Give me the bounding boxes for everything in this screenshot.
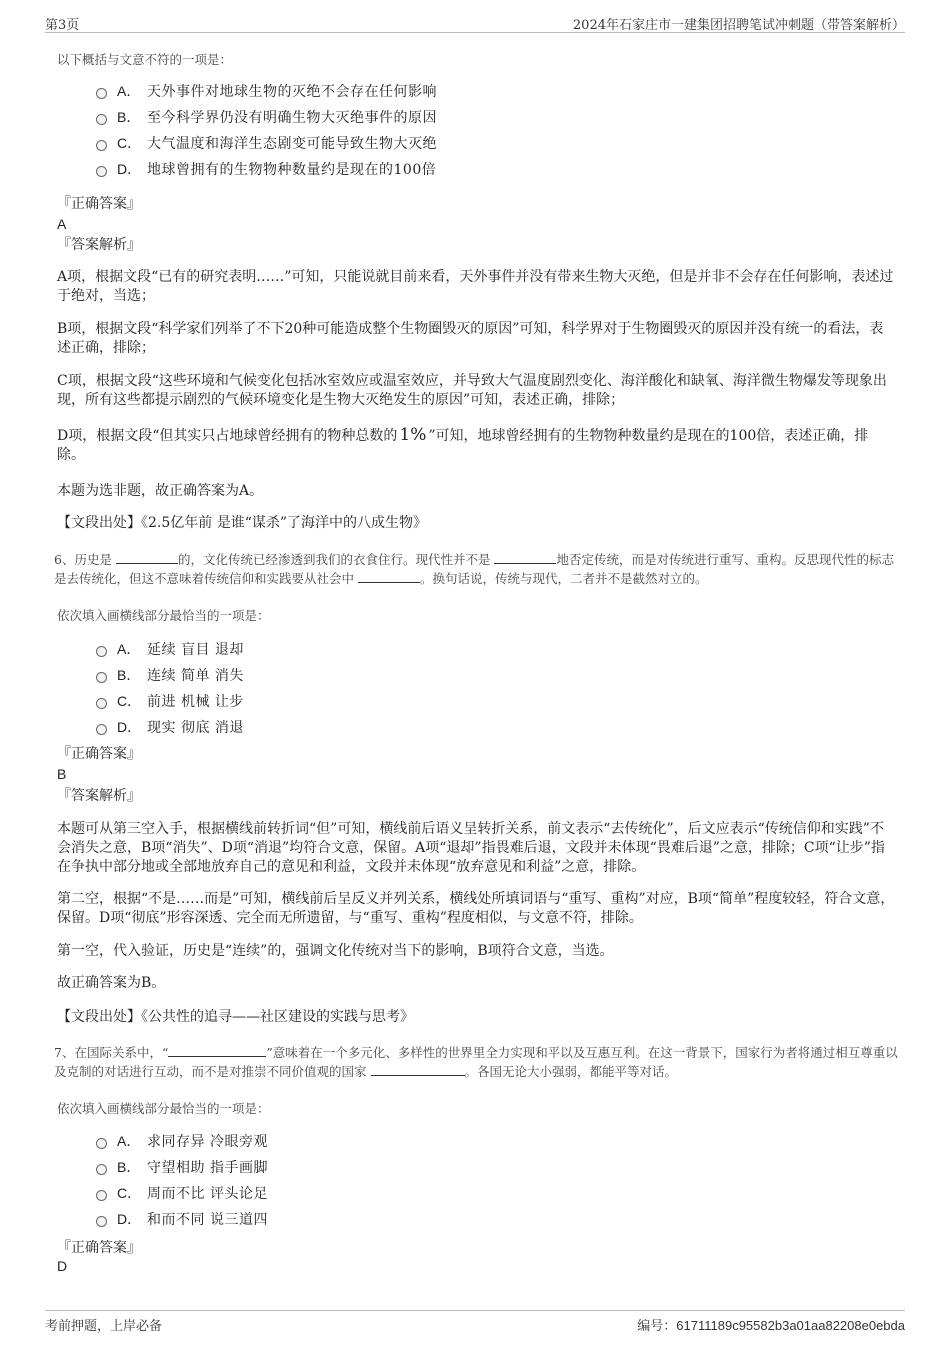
option-letter: D．: [117, 161, 142, 177]
q7-stem-part: 7、在国际关系中，“: [54, 1045, 169, 1060]
q5-analysis-paragraph-d: [57, 426, 895, 465]
option-letter: B．: [117, 109, 141, 125]
document-title: 2024年石家庄市一建集团招聘笔试冲刺题（带答案解析）: [572, 18, 905, 33]
option-text: 前进 机械 让步: [147, 694, 244, 710]
radio-icon[interactable]: [96, 1216, 107, 1227]
radio-icon[interactable]: [96, 698, 107, 709]
radio-icon[interactable]: [96, 1164, 107, 1175]
radio-icon[interactable]: [96, 166, 107, 177]
q6-stem-part: 地否定传统，而是对传统进行重写、重构。反思现代性的标志是去传统化，但这不意味着传统信仰和实践要从社会中: [54, 552, 894, 586]
blank-line[interactable]: [116, 551, 178, 564]
q5-analysis-paragraph: A项，根据文段“已有的研究表明……”可知，只能说就目前来看，天外事件并没有带来生物大灭绝，但是并非不会存在任何影响，表述过于绝对，当选；: [57, 269, 894, 304]
option-text: 现实 彻底 消退: [147, 720, 244, 736]
blank-line[interactable]: [358, 570, 420, 583]
q5-analysis-paragraph: C项，根据文段“这些环境和气候变化包括冰室效应或温室效应，并导致大气温度剧烈变化、海洋酸化和缺氧、海洋微生物爆发等现象出现，所有这些都提示剧烈的气候环境变化是生物大灭绝发生的原因”可知，表述正确，排除；: [57, 373, 887, 408]
option-text: 周而不比 评头论足: [147, 1186, 268, 1202]
q6-stem: [54, 550, 902, 588]
option-letter: D．: [117, 719, 142, 735]
q5-option-c[interactable]: [96, 132, 437, 154]
option-text: 守望相助 指手画脚: [147, 1160, 268, 1176]
q5-prompt: 以下概括与文意不符的一项是：: [57, 52, 233, 67]
q6-option-a[interactable]: [96, 638, 244, 660]
q7-prompt: 依次填入画横线部分最恰当的一项是：: [57, 1101, 270, 1116]
q6-stem-part: 的，文化传统已经渗透到我们的衣食住行。现代性并不是: [177, 552, 491, 567]
option-text: 天外事件对地球生物的灭绝不会存在任何影响: [147, 84, 437, 100]
radio-icon[interactable]: [96, 646, 107, 657]
option-letter: C．: [117, 1185, 142, 1201]
radio-icon[interactable]: [96, 88, 107, 99]
q7-answer-heading: 『正确答案』: [57, 1240, 141, 1256]
option-text: 至今科学界仍没有明确生物大灭绝事件的原因: [147, 110, 437, 126]
q7-option-d[interactable]: [96, 1208, 268, 1230]
q6-stem-part: 。换句话说，传统与现代，二者并不是截然对立的。: [420, 571, 708, 586]
q6-analysis-paragraph: 第一空，代入验证，历史是“连续”的，强调文化传统对当下的影响，B项符合文意，当选。: [57, 943, 614, 959]
radio-icon[interactable]: [96, 724, 107, 735]
q5-answer: A: [57, 216, 67, 232]
q7-option-b[interactable]: [96, 1156, 268, 1178]
q6-analysis-paragraph: 第二空，根据“不是……而是”可知，横线前后呈反义并列关系，横线处所填词语与“重写、重构”对应，B项“简单”程度较轻，符合文意，保留。D项“彻底”形容深透、完全而无所遗留，与“重写、重构”程度相似，与文意不符，排除。: [57, 891, 895, 926]
q6-option-b[interactable]: [96, 664, 244, 686]
q7-option-c[interactable]: [96, 1182, 268, 1204]
q6-source: 【文段出处】《公共性的追寻——社区建设的实践与思考》: [57, 1009, 414, 1025]
blank-line[interactable]: [168, 1044, 266, 1057]
option-letter: A．: [117, 1133, 141, 1149]
option-text: 求同存异 冷眼旁观: [147, 1134, 268, 1150]
document-serial: 编号：61711189c95582b3a01aa82208e0ebda: [637, 1318, 905, 1333]
q7-stem-part: 。各国无论大小强弱，都能平等对话。: [464, 1064, 678, 1079]
radio-icon[interactable]: [96, 1138, 107, 1149]
q5-analysis-heading: 『答案解析』: [57, 237, 141, 253]
q5-option-b[interactable]: [96, 106, 437, 128]
radio-icon[interactable]: [96, 672, 107, 683]
radio-icon[interactable]: [96, 114, 107, 125]
blank-line[interactable]: [371, 1063, 465, 1076]
q6-prompt: 依次填入画横线部分最恰当的一项是：: [57, 608, 270, 623]
option-letter: C．: [117, 693, 142, 709]
footer-slogan: 考前押题，上岸必备: [45, 1319, 163, 1334]
option-text: 地球曾拥有的生物物种数量约是现在的100倍: [147, 162, 437, 178]
option-letter: C．: [117, 135, 142, 151]
option-letter: B．: [117, 667, 141, 683]
q7-answer: D: [57, 1258, 68, 1274]
page-footer: [45, 1310, 905, 1336]
radio-icon[interactable]: [96, 1190, 107, 1201]
q6-answer-heading: 『正确答案』: [57, 746, 141, 762]
option-text: 大气温度和海洋生态剧变可能导致生物大灭绝: [147, 136, 437, 152]
option-text: 连续 简单 消失: [147, 668, 244, 684]
page-header: [45, 12, 905, 33]
q6-analysis-paragraph: 本题可从第三空入手，根据横线前转折词“但”可知，横线前后语义呈转折关系，前文表示“去传统化”，后文应表示“传统信仰和实践”不会消失之意，B项“消失”、D项“消退”均符合文意，保留。A项“退却”指畏难后退，文段并未体现“畏难后退”之意，排除；C项“让步”指在争执中部分地或全部地放弃自己的意见和利益，文段并未体现“放弃意见和利益”之意，排除。: [57, 821, 885, 875]
option-letter: D．: [117, 1211, 142, 1227]
option-text: 和而不同 说三道四: [147, 1212, 268, 1228]
q6-option-d[interactable]: [96, 716, 244, 738]
q7-stem: [54, 1043, 902, 1081]
q6-analysis-heading: 『答案解析』: [57, 788, 141, 804]
analysis-d-before: D项，根据文段“但其实只占地球曾经拥有的物种总数的: [57, 428, 398, 444]
q5-source: 【文段出处】《2.5亿年前 是谁“谋杀”了海洋中的八成生物》: [57, 515, 428, 531]
option-text: 延续 盲目 退却: [147, 642, 244, 658]
option-letter: A．: [117, 83, 141, 99]
q7-stem-part: ”意味着在一个多元化、多样性的世界里全力实现和平以及互惠互利。在这一背景下，国家行为者将通过相互尊重以及克制的对话进行互动，而不是对推崇不同价值观的国家: [54, 1045, 898, 1079]
q6-option-c[interactable]: [96, 690, 244, 712]
q5-conclusion: 本题为选非题，故正确答案为A。: [57, 483, 264, 499]
option-letter: B．: [117, 1159, 141, 1175]
q5-answer-heading: 『正确答案』: [57, 196, 141, 212]
page-number: 第3页: [45, 18, 80, 33]
q6-analysis-paragraph: 故正确答案为B。: [57, 975, 166, 991]
blank-line[interactable]: [494, 551, 556, 564]
q5-analysis-paragraph: B项，根据文段“科学家们列举了不下20种可能造成整个生物圈毁灭的原因”可知，科学界对于生物圈毁灭的原因并没有统一的看法，表述正确，排除；: [57, 321, 884, 356]
q5-option-d[interactable]: [96, 158, 436, 180]
radio-icon[interactable]: [96, 140, 107, 151]
q5-option-a[interactable]: [96, 80, 437, 102]
option-letter: A．: [117, 641, 141, 657]
q6-answer: B: [57, 766, 67, 782]
q7-option-a[interactable]: [96, 1130, 268, 1152]
q6-stem-part: 6、历史是: [54, 552, 112, 567]
analysis-d-after: ”可知，地球曾经拥有的生物物种数量约是现在的100倍，表述正确，排除。: [57, 428, 869, 463]
percent-formula: 1%: [399, 425, 427, 445]
